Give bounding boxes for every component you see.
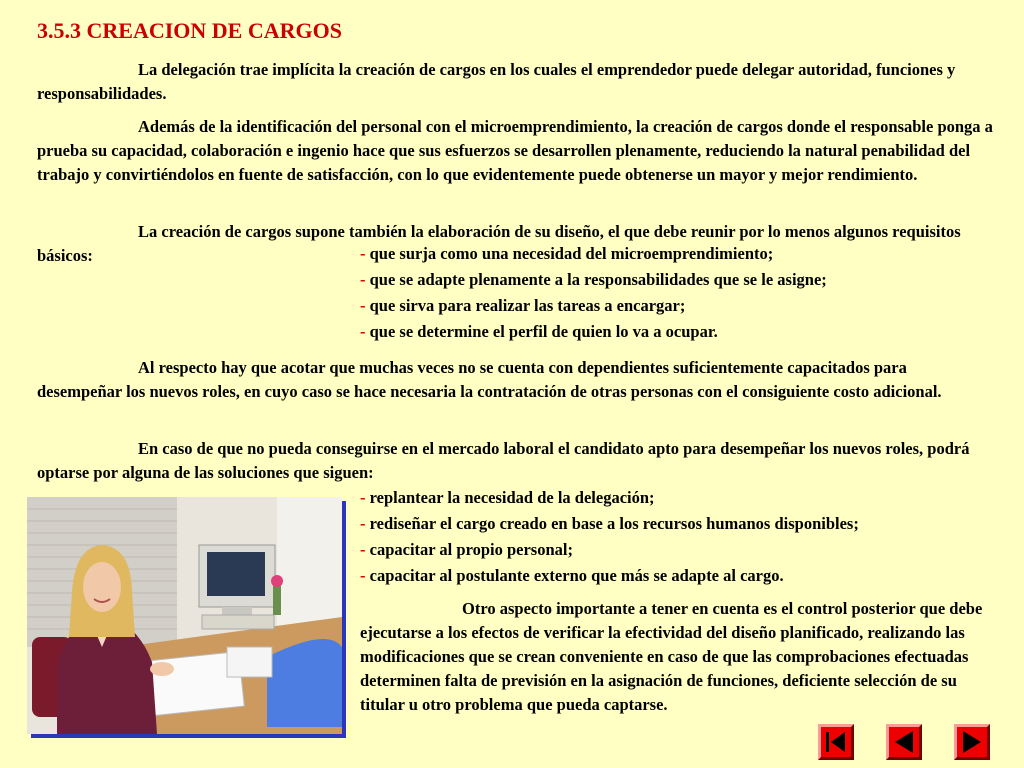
next-icon (957, 727, 987, 757)
dash-bullet: - (360, 296, 366, 315)
paragraph-5-text: En caso de que no pueda conseguirse en el mercado laboral el candidato apto para desempeñar los nuevos roles, podrá optarse por alguna de las soluciones que siguen: (37, 439, 970, 482)
paragraph-4 (37, 356, 982, 404)
previous-icon (889, 727, 919, 757)
list-item (360, 564, 784, 588)
first-page-button[interactable] (818, 724, 854, 760)
flower (271, 575, 283, 587)
papers-2 (227, 647, 272, 677)
office-photo (27, 497, 342, 734)
dash-bullet: - (360, 244, 366, 263)
paragraph-1 (37, 58, 987, 106)
paragraph-6-text: Otro aspecto importante a tener en cuenta es el control posterior que debe ejecutarse a los efectos de verificar la efectividad del diseño planificado, realizando las modificaciones que se crean conveniente en caso de que las comprobaciones efectuadas determinen falta de previsión en la asignación de funciones, deficiente selección de su titular u otro problema que pueda captarse. (360, 599, 983, 714)
dash-bullet: - (360, 514, 366, 533)
list-item (360, 512, 859, 536)
office-illustration (27, 497, 342, 734)
dash-bullet: - (360, 322, 366, 341)
dash-bullet: - (360, 540, 366, 559)
person-face (83, 562, 121, 612)
paragraph-4-text: Al respecto hay que acotar que muchas veces no se cuenta con dependientes suficientemente capacitados para desempeñar los nuevos roles, en cuyo caso se hace necesaria la contratación de otras personas con el consiguiente costo adicional. (37, 358, 942, 401)
first-page-icon (821, 727, 851, 757)
list-item (360, 242, 773, 266)
list-item-text: que sirva para realizar las tareas a encargar; (369, 296, 686, 315)
list-item (360, 486, 655, 510)
dash-bullet: - (360, 566, 366, 585)
dash-bullet: - (360, 270, 366, 289)
keyboard (202, 615, 274, 629)
next-button[interactable] (954, 724, 990, 760)
list-item (360, 320, 718, 344)
previous-button[interactable] (886, 724, 922, 760)
dash-bullet: - (360, 488, 366, 507)
list-item-text: que se adapte plenamente a la responsabilidades que se le asigne; (369, 270, 827, 289)
person-hand (150, 662, 174, 676)
paragraph-5 (37, 437, 982, 485)
page-title: 3.5.3 CREACION DE CARGOS (37, 18, 342, 43)
list-item-text: rediseñar el cargo creado en base a los recursos humanos disponibles; (369, 514, 859, 533)
list-item (360, 268, 827, 292)
paragraph-2-text: Además de la identificación del personal con el microemprendimiento, la creación de cargos donde el responsable ponga a prueba su capacidad, colaboración e ingenio hace que sus esfuerzos se desarrollen plenamente, reduciendo la natural penabilidad del trabajo y convirtiéndolos en fuente de satisfacción, con lo que evidentemente puede obtenerse un mayor y mejor rendimiento. (37, 117, 993, 184)
list-item-text: capacitar al propio personal; (369, 540, 573, 559)
paragraph-6 (360, 597, 995, 717)
list-item (360, 538, 573, 562)
monitor-screen (207, 552, 265, 596)
list-item-text: capacitar al postulante externo que más se adapte al cargo. (369, 566, 784, 585)
paragraph-1-text: La delegación trae implícita la creación de cargos en los cuales el emprendedor puede delegar autoridad, funciones y responsabilidades. (37, 60, 956, 103)
list-item-text: que se determine el perfil de quien lo va a ocupar. (369, 322, 718, 341)
list-item (360, 294, 685, 318)
printer (267, 639, 342, 727)
list-item-text: replantear la necesidad de la delegación; (369, 488, 655, 507)
flower-vase (273, 585, 281, 615)
paragraph-2 (37, 115, 997, 187)
list-item-text: que surja como una necesidad del microemprendimiento; (369, 244, 774, 263)
paragraph-3-text: La creación de cargos supone también la elaboración de su diseño, el que debe reunir por lo menos algunos requisitos básicos: (37, 222, 961, 265)
